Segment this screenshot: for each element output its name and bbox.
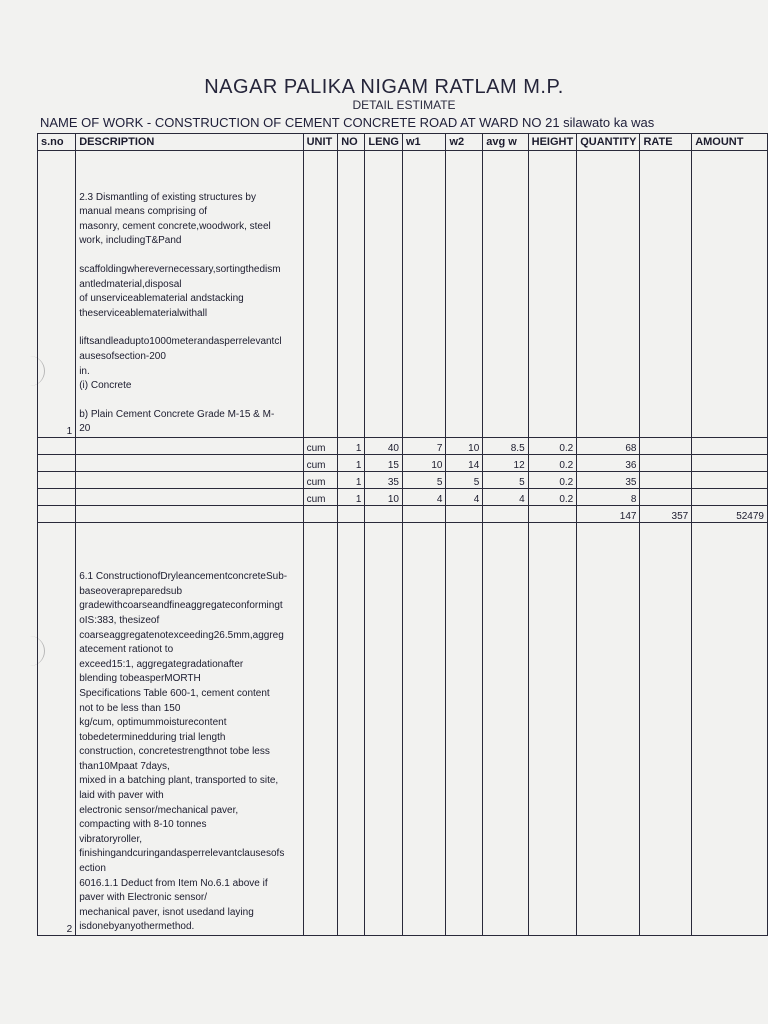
cell-quantity: 36 [577, 455, 640, 472]
col-avg-w: avg w [483, 134, 528, 151]
cell-w2: 5 [446, 472, 483, 489]
cell-unit: cum [303, 472, 338, 489]
description-line: 2.3 Dismantling of existing structures by [79, 191, 256, 203]
description-line: blending tobeasperMORTH [79, 673, 201, 685]
item-description [76, 151, 303, 438]
description-line: laid with paver with [79, 790, 164, 802]
total-quantity: 147 [577, 506, 640, 523]
cell-length: 10 [365, 489, 403, 506]
description-line: not to be less than 150 [79, 702, 181, 714]
col-rate: RATE [640, 134, 692, 151]
description-line: theserviceablematerialwithall [79, 307, 208, 319]
page-title: NAGAR PALIKA NIGAM RATLAM M.P. [204, 76, 564, 98]
col-height: HEIGHT [528, 134, 577, 151]
description-line: in. [79, 365, 90, 377]
cell-height: 0.2 [528, 472, 577, 489]
description-line: isdonebyanyothermethod. [79, 921, 195, 933]
item-sno: 1 [38, 151, 76, 438]
col-w2: w2 [446, 134, 483, 151]
col-unit: UNIT [303, 134, 338, 151]
cell-no: 1 [338, 489, 365, 506]
description-line: coarseaggregatenotexceeding26.5mm,aggreg [79, 629, 284, 641]
cell-no: 1 [338, 438, 365, 455]
measurement-row [38, 438, 768, 455]
cell-length: 40 [365, 438, 403, 455]
description-line: electronic sensor/mechanical paver, [79, 804, 239, 816]
description-gap [79, 249, 299, 263]
description-line: atecement rationot to [79, 644, 174, 656]
description-line: vibratoryroller, [79, 833, 143, 845]
description-gap [79, 394, 299, 408]
total-amount: 52479 [692, 506, 768, 523]
description-line: compacting with 8-10 tonnes [79, 819, 207, 831]
description-line: paver with Electronic sensor/ [79, 892, 208, 904]
cell-w2: 14 [446, 455, 483, 472]
measurement-row [38, 455, 768, 472]
description-gap [79, 321, 299, 335]
total-rate: 357 [640, 506, 692, 523]
item-sno: 2 [38, 523, 76, 936]
cell-unit: cum [303, 455, 338, 472]
col-amount: AMOUNT [692, 134, 768, 151]
header-row [38, 134, 768, 151]
cell-w1: 7 [402, 438, 445, 455]
description-line: masonry, cement concrete,woodwork, steel [79, 220, 271, 232]
cell-height: 0.2 [528, 438, 577, 455]
cell-w2: 4 [446, 489, 483, 506]
cell-height: 0.2 [528, 455, 577, 472]
description-line: gradewithcoarseandfineaggregateconformingt [79, 600, 283, 612]
description-line: (i) Concrete [79, 380, 132, 392]
description-line: ection [79, 863, 106, 875]
description-line: exceed15:1, aggregategradationafter [79, 658, 244, 670]
item-row [38, 523, 768, 936]
cell-quantity: 68 [577, 438, 640, 455]
cell-quantity: 35 [577, 472, 640, 489]
description-line: 6016.1.1 Deduct from Item No.6.1 above if [79, 877, 268, 889]
cell-w1: 4 [402, 489, 445, 506]
description-line: baseoverapreparedsub [79, 585, 183, 597]
item-row [38, 151, 768, 438]
description-line: of unserviceablematerial andstacking [79, 293, 244, 305]
cell-no: 1 [338, 472, 365, 489]
description-line: construction, concretestrengthnot tobe less [79, 746, 270, 758]
total-row [38, 506, 768, 523]
col-description: DESCRIPTION [76, 134, 303, 151]
cell-unit: cum [303, 438, 338, 455]
item-description [76, 523, 303, 936]
col-sno: s.no [38, 134, 76, 151]
estimate-table [37, 133, 768, 936]
description-line: liftsandleadupto1000meterandasperrelevantcl [79, 336, 282, 348]
description-line: antledmaterial,disposal [79, 278, 182, 290]
cell-no: 1 [338, 455, 365, 472]
description-line: manual means comprising of [79, 206, 208, 218]
cell-length: 15 [365, 455, 403, 472]
measurement-row [38, 489, 768, 506]
description-line: Specifications Table 600-1, cement content [79, 687, 270, 699]
description-line: oIS:383, thesizeof [79, 614, 160, 626]
cell-unit: cum [303, 489, 338, 506]
description-line: mechanical paver, isnot usedand laying [79, 906, 254, 918]
description-line: 6.1 ConstructionofDryleancementconcreteSub- [79, 571, 288, 583]
cell-avg-w: 8.5 [483, 438, 528, 455]
description-line: ausesofsection-200 [79, 351, 166, 363]
col-quantity: QUANTITY [577, 134, 640, 151]
cell-quantity: 8 [577, 489, 640, 506]
col-length: LENG [365, 134, 403, 151]
cell-avg-w: 12 [483, 455, 528, 472]
cell-w1: 5 [402, 472, 445, 489]
description-line: finishingandcuringandasperrelevantclausesofs [79, 848, 285, 860]
cell-w2: 10 [446, 438, 483, 455]
col-w1: w1 [402, 134, 445, 151]
description-line: 20 [79, 423, 91, 435]
description-line: b) Plain Cement Concrete Grade M-15 & M- [79, 408, 275, 420]
col-no: NO [338, 134, 365, 151]
description-line: kg/cum, optimummoisturecontent [79, 717, 227, 729]
cell-avg-w: 5 [483, 472, 528, 489]
description-line: work, includingT&Pand [79, 235, 182, 247]
measurement-row [38, 472, 768, 489]
page-subtitle: DETAIL ESTIMATE [352, 98, 456, 112]
cell-length: 35 [365, 472, 403, 489]
cell-avg-w: 4 [483, 489, 528, 506]
description-line: mixed in a batching plant, transported to site, [79, 775, 279, 787]
description-line: scaffoldingwherevernecessary,sortingthedism [79, 264, 281, 276]
cell-w1: 10 [402, 455, 445, 472]
description-line: tobedeterminedduring trial length [79, 731, 226, 743]
cell-height: 0.2 [528, 489, 577, 506]
description-line: than10Mpaat 7days, [79, 760, 170, 772]
name-of-work: NAME OF WORK - CONSTRUCTION OF CEMENT CONCRETE ROAD AT WARD NO 21 silawato ka was [40, 115, 655, 130]
